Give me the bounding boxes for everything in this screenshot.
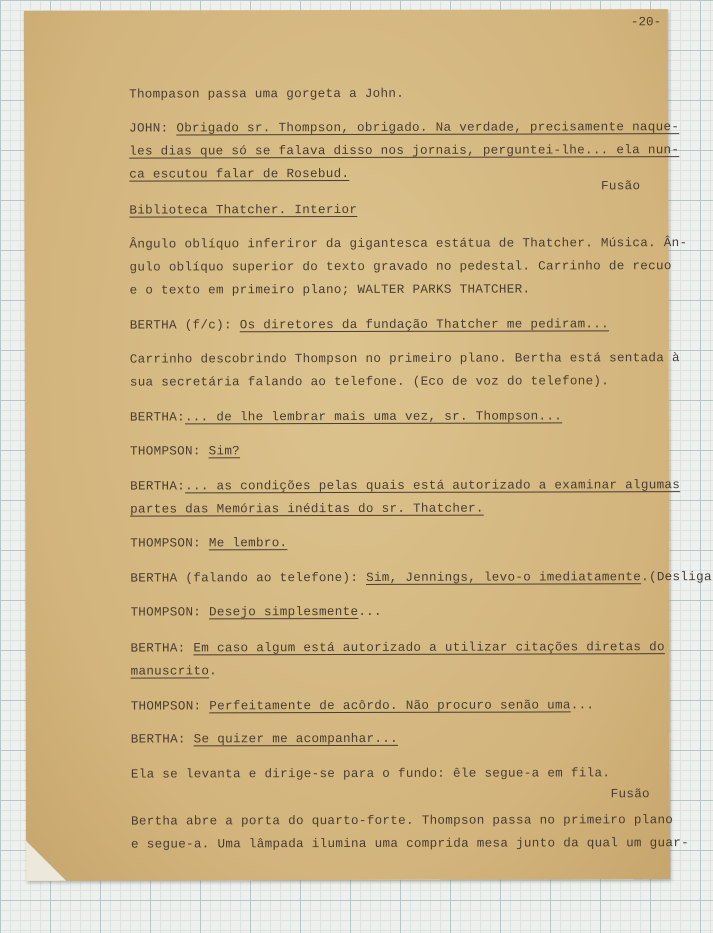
text-segment: Fusão bbox=[610, 787, 650, 802]
text-line bbox=[130, 409, 562, 424]
text-line bbox=[130, 444, 240, 458]
text-line bbox=[130, 374, 609, 389]
underlined-dialogue: Os diretores da fundação Thatcher me pediram... bbox=[239, 317, 610, 333]
text-segment: BERTHA: bbox=[130, 732, 194, 747]
underlined-dialogue: Sim, Jennings, levo-o imediatamente bbox=[366, 570, 642, 585]
text-line bbox=[130, 259, 672, 274]
text-line bbox=[129, 236, 687, 251]
text-segment: THOMPSON: bbox=[130, 536, 209, 551]
text-line bbox=[130, 317, 609, 332]
text-segment: .(Desliga bbox=[641, 570, 712, 585]
underlined-dialogue: Se quizer me acompanhar... bbox=[193, 731, 398, 747]
text-segment: sua secretária falando ao telefone. (Eco de voz do telefone). bbox=[129, 374, 610, 390]
text-line bbox=[130, 605, 381, 620]
page-number: -20- bbox=[630, 15, 662, 30]
text-segment: Fusão bbox=[601, 179, 641, 194]
text-segment: gulo oblíquo superior do texto gravado no pedestal. Carrinho de recuo bbox=[129, 259, 672, 275]
text-line bbox=[129, 167, 349, 182]
underlined-dialogue: ... as condições pelas quais está autorizado a examinar algumas bbox=[185, 478, 681, 494]
underlined-dialogue: partes das Memórias inéditas do sr. Thatcher. bbox=[130, 501, 484, 517]
text-segment: THOMPSON: bbox=[130, 699, 210, 714]
text-segment: BERTHA (falando ao telefone): bbox=[130, 570, 367, 586]
text-line bbox=[131, 698, 595, 713]
text-line bbox=[131, 664, 217, 678]
underlined-dialogue: Perfeitamente de acôrdo. Não procuro senão uma bbox=[209, 698, 571, 714]
text-line bbox=[130, 351, 680, 366]
text-line bbox=[131, 732, 398, 747]
text-segment: Bertha abre a porta do quarto-forte. Thompson passa no primeiro plano bbox=[130, 813, 674, 829]
text-line bbox=[130, 570, 712, 586]
typewritten-page bbox=[24, 9, 712, 881]
text-segment: BERTHA: bbox=[130, 641, 194, 656]
text-line bbox=[131, 836, 689, 851]
text-line bbox=[601, 179, 640, 193]
text-line bbox=[129, 87, 404, 102]
text-segment: e segue-a. Uma lâmpada ilumina uma comprida mesa junto da qual um guar- bbox=[131, 836, 689, 852]
text-segment: Thompason passa uma gorgeta a John. bbox=[129, 86, 405, 102]
text-segment: ... bbox=[358, 604, 382, 619]
underlined-dialogue: Sim? bbox=[208, 444, 241, 459]
text-segment: BERTHA: bbox=[129, 410, 185, 425]
text-segment: Ângulo oblíquo inferiror da gigantesca estátua de Thatcher. Música. Ân- bbox=[129, 236, 688, 252]
text-segment: BERTHA: bbox=[130, 479, 186, 494]
underlined-dialogue: Biblioteca Thatcher. Interior bbox=[129, 202, 358, 218]
text-line bbox=[129, 143, 679, 158]
text-segment: THOMPSON: bbox=[130, 605, 210, 620]
underlined-dialogue: Em caso algum está autorizado a utilizar citações diretas do bbox=[193, 640, 665, 656]
text-line bbox=[131, 766, 610, 781]
underlined-dialogue: ... de lhe lembrar mais uma vez, sr. Thompson... bbox=[184, 409, 563, 425]
text-line bbox=[130, 283, 531, 298]
text-line bbox=[130, 536, 287, 550]
text-segment: JOHN: bbox=[129, 121, 177, 136]
text-line bbox=[130, 478, 680, 493]
text-segment: . bbox=[209, 664, 218, 679]
text-line bbox=[129, 120, 679, 135]
underlined-dialogue: ca escutou falar de Rosebud. bbox=[129, 166, 350, 182]
text-line bbox=[131, 813, 673, 828]
folded-corner bbox=[26, 841, 66, 881]
text-line bbox=[130, 502, 484, 517]
text-line bbox=[131, 640, 665, 655]
text-line bbox=[611, 787, 650, 801]
text-segment: Carrinho descobrindo Thompson no primeiro plano. Bertha está sentada à bbox=[129, 351, 680, 367]
text-segment: ... bbox=[570, 698, 595, 713]
underlined-dialogue: manuscrito bbox=[130, 664, 210, 679]
text-line bbox=[129, 203, 357, 218]
underlined-dialogue: Desejo simplesmente bbox=[208, 604, 359, 620]
underlined-dialogue: les dias que só se falava disso nos jornais, perguntei-lhe... ela nun- bbox=[129, 143, 680, 159]
underlined-dialogue: Obrigado sr. Thompson, obrigado. Na verdade, precisamente naque- bbox=[176, 120, 680, 136]
text-segment: Ela se levanta e dirige-se para o fundo: êle segue-a em fila. bbox=[130, 766, 611, 782]
underlined-dialogue: Me lembro. bbox=[208, 536, 288, 551]
text-segment: BERTHA (f/c): bbox=[129, 318, 240, 333]
text-segment: e o texto em primeiro plano; WALTER PARKS THATCHER. bbox=[129, 282, 531, 298]
text-segment: THOMPSON: bbox=[129, 444, 209, 459]
